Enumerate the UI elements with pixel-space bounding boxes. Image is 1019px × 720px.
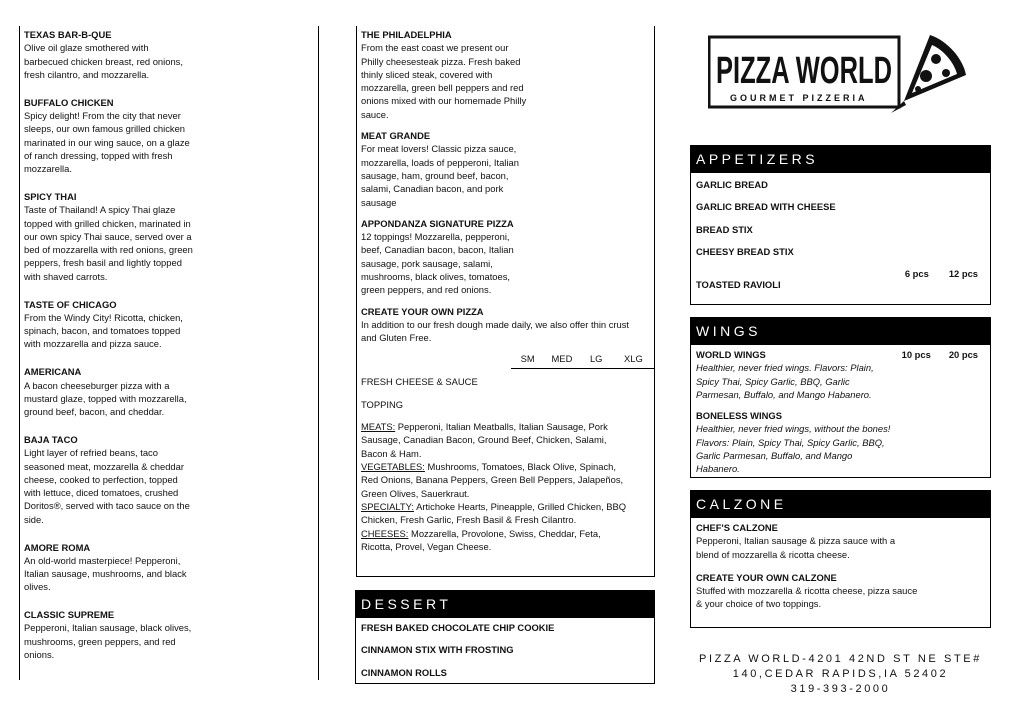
menu-item-desc-line: topped with grilled chicken, marinated in (24, 217, 191, 229)
topping-group-text: Mushrooms, Tomatoes, Black Olive, Spinach, (424, 461, 616, 473)
menu-item-desc-line: Philly cheesesteak pizza. Fresh baked (361, 55, 521, 67)
menu-item (361, 217, 541, 297)
topping-group-text: Bacon & Ham. (361, 447, 422, 459)
menu-item-desc-line: our own spicy Thai sauce, served over a (24, 230, 192, 242)
menu-item-desc-line: green peppers, and red onions. (361, 284, 492, 296)
wing-item-desc-line: Flavors: Plain, Spicy Thai, Spicy Garlic, BBQ, (696, 436, 885, 448)
appetizers-section (690, 145, 991, 305)
topping-group (361, 500, 648, 527)
menu-item-desc-line: Pepperoni, Italian sausage, black olives, (24, 622, 192, 634)
wings-section (690, 317, 991, 478)
size-label-20pcs: 20 pcs (948, 349, 978, 360)
menu-item-desc-line: onions. (24, 649, 55, 661)
menu-item-desc-line: seasoned meat, mozzarella & cheddar (24, 460, 184, 472)
menu-item-title: BUFFALO CHICKEN (24, 96, 114, 108)
topping-group (361, 527, 648, 554)
menu-item-desc-line: 12 toppings! Mozzarella, pepperoni, (361, 231, 510, 243)
topping-group-label: VEGETABLES: (361, 461, 425, 473)
calzone-section (690, 490, 991, 628)
appetizer-item: GARLIC BREAD (696, 179, 768, 190)
calzone-item (696, 521, 984, 561)
menu-item-desc-line: mustard glaze, topped with mozzarella, (24, 392, 187, 404)
logo-name: PIZZA WORLD (716, 50, 892, 92)
topping-group-text: Red Onions, Banana Peppers, Green Bell Peppers, Jalapeños, (361, 474, 624, 486)
wing-item-desc-line: Spicy Thai, Spicy Garlic, BBQ, Garlic (696, 375, 850, 387)
menu-item-desc-line: peppers, fresh basil and lightly topped (24, 257, 182, 269)
size-med: MED (551, 353, 573, 365)
create-pizza-line-1: In addition to our fresh dough made daily, we also offer thin crust (361, 318, 630, 330)
wing-item-desc-line: Garlic Parmesan, Buffalo, and Mango (696, 450, 853, 462)
topping-group-text: Artichoke Hearts, Pineapple, Grilled Chicken, BBQ (413, 500, 627, 512)
footer-line-1: PIZZA WORLD-4201 42ND ST NE STE# (699, 653, 982, 665)
menu-item-title: SPICY THAI (24, 190, 77, 202)
menu-item-desc-line: ground beef, bacon, and cheddar. (24, 406, 165, 418)
menu-item-desc-line: sleeps, our own famous grilled chicken (24, 123, 186, 135)
menu-item-title: CLASSIC SUPREME (24, 609, 115, 621)
topping-group-label: MEATS: (361, 421, 396, 433)
topping-row: TOPPING (361, 398, 404, 410)
topping-group-line (361, 527, 648, 540)
topping-group-line (361, 460, 648, 473)
menu-item-desc-line: sausage, pork sausage, salami, (361, 257, 493, 269)
menu-item-desc-line: barbecued chicken breast, red onions, (24, 55, 183, 67)
topping-group-line (361, 473, 648, 486)
create-your-own-pizza (361, 305, 648, 553)
topping-group-line (361, 500, 648, 513)
size-xlg: XLG (624, 353, 643, 365)
size-lg: LG (589, 353, 603, 365)
footer-address (690, 652, 991, 697)
calzone-item-title: CREATE YOUR OWN CALZONE (696, 571, 837, 583)
menu-item (24, 433, 209, 526)
menu-item-desc-line: For meat lovers! Classic pizza sauce, (361, 143, 517, 155)
menu-item-desc-line: Italian sausage, mushrooms, and black (24, 568, 187, 580)
size-sm: SM (520, 353, 535, 365)
size-header-row (511, 353, 654, 369)
footer-line-2: 140,CEDAR RAPIDS,IA 52402 (732, 668, 949, 680)
appetizer-item: BREAD STIX (696, 223, 753, 235)
appetizers-heading: APPETIZERS (691, 146, 990, 173)
menu-item-desc-line: Spicy delight! From the city that never (24, 109, 181, 121)
wing-item-desc-line: Parmesan, Buffalo, and Mango Habanero. (696, 388, 872, 400)
create-pizza-line-2: and Gluten Free. (361, 332, 432, 344)
menu-item-title: BAJA TACO (24, 433, 78, 445)
menu-item-desc-line: fresh cilantro, and mozzarella. (24, 68, 150, 80)
menu-item-desc-line: Taste of Thailand! A spicy Thai glaze (24, 204, 176, 216)
topping-group-line (361, 513, 648, 526)
menu-item-desc-line: with lettuce, diced tomatoes, crushed (24, 487, 179, 499)
appetizer-item: GARLIC BREAD WITH CHEESE (696, 201, 836, 213)
size-label-10pcs: 10 pcs (901, 349, 931, 360)
wing-item-title: BONELESS WINGS (696, 410, 782, 422)
calzone-item-desc-line: Stuffed with mozzarella & ricotta cheese, pizza sauce (696, 585, 918, 597)
menu-item-desc-line: Olive oil glaze smothered with (24, 42, 149, 54)
menu-item (24, 298, 209, 351)
wings-items (691, 345, 990, 488)
topping-group-line (361, 433, 648, 446)
menu-item-desc-line: sausage (361, 196, 397, 208)
menu-item-desc-line: olives. (24, 581, 51, 593)
menu-item-desc-line: thinly sliced steak, covered with (361, 68, 493, 80)
calzone-item-desc-line: Pepperoni, Italian sausage & pizza sauce with a (696, 535, 896, 547)
menu-item-desc-line: cheese, cooked to perfection, topped (24, 473, 178, 485)
dessert-item: FRESH BAKED CHOCOLATE CHIP COOKIE (361, 622, 555, 633)
dessert-item: CINNAMON ROLLS (361, 666, 447, 678)
size-label-12pcs: 12 pcs (948, 268, 978, 280)
calzone-items (691, 518, 990, 625)
topping-group-label: CHEESES: (361, 527, 409, 539)
menu-item-desc-line: mozzarella, green bell peppers and red (361, 82, 524, 94)
topping-group-text: Chicken, Fresh Garlic, Fresh Basil & Fresh Cilantro. (361, 514, 577, 526)
menu-item-desc-line: beef, Canadian bacon, bacon, Italian (361, 244, 514, 256)
topping-group (361, 460, 648, 500)
topping-group-line (361, 540, 648, 553)
menu-item-desc-line: mushrooms, green peppers, and red (24, 635, 176, 647)
fresh-cheese-sauce-row: FRESH CHEESE & SAUCE (361, 375, 478, 387)
menu-item-title: APPONDANZA SIGNATURE PIZZA (361, 217, 514, 229)
wing-item-title: WORLD WINGS (696, 349, 766, 360)
menu-item-desc-line: Light layer of refried beans, taco (24, 447, 158, 459)
menu-item-title: TEXAS BAR-B-QUE (24, 29, 112, 40)
left-menu-column (24, 28, 209, 676)
topping-group-text: Sausage, Canadian Bacon, Ground Beef, Chicken, Salami, (361, 434, 607, 446)
calzone-item-title: CHEF'S CALZONE (696, 522, 778, 533)
menu-item-desc-line: bed of mozzarella with red onions, green (24, 244, 193, 256)
topping-group-line (361, 447, 648, 460)
menu-item-title: THE PHILADELPHIA (361, 29, 452, 40)
middle-menu-column (356, 26, 655, 577)
topping-group-label: SPECIALTY: (361, 500, 414, 512)
appetizer-item: CHEESY BREAD STIX (696, 245, 794, 257)
menu-item (24, 541, 209, 594)
menu-item-title: TASTE OF CHICAGO (24, 298, 117, 310)
left-border-line (19, 26, 20, 680)
menu-item-desc-line: with mozzarella and pizza sauce. (24, 338, 162, 350)
menu-item-title: MEAT GRANDE (361, 130, 431, 142)
menu-item (24, 190, 209, 283)
menu-item-desc-line: with shaved carrots. (24, 270, 108, 282)
topping-group-line (361, 420, 648, 433)
wings-size-labels (902, 348, 978, 361)
menu-item-desc-line: mozzarella. (24, 163, 72, 175)
wing-item-desc-line: Healthier, never fried wings, without the bones! (696, 423, 891, 435)
menu-item (24, 96, 209, 176)
topping-group-text: Ricotta, Provel, Vegan Cheese. (361, 540, 492, 552)
calzone-item (696, 571, 984, 611)
menu-item-desc-line: side. (24, 513, 44, 525)
menu-item-desc-line: mozzarella, loads of pepperoni, Italian (361, 156, 519, 168)
calzone-heading: CALZONE (691, 491, 990, 518)
menu-item-desc-line: A bacon cheeseburger pizza with a (24, 379, 170, 391)
wing-item-desc-line: Healthier, never fried wings. Flavors: Plain, (696, 362, 874, 374)
menu-item-desc-line: salami, Canadian bacon, and pork (361, 183, 504, 195)
menu-item-desc-line: From the east coast we present our (361, 42, 509, 54)
menu-item (24, 365, 209, 418)
topping-group-line (361, 487, 648, 500)
dessert-item: CINNAMON STIX WITH FROSTING (361, 644, 514, 656)
menu-item (24, 608, 209, 661)
dessert-items (356, 618, 654, 683)
menu-item-title: AMORE ROMA (24, 541, 91, 553)
menu-item-desc-line: onions mixed with our homemade Philly (361, 95, 527, 107)
topping-group-text: Green Olives, Sauerkraut. (361, 487, 470, 499)
calzone-item-desc-line: blend of mozzarella & ricotta cheese. (696, 548, 850, 560)
topping-group (361, 420, 648, 460)
wings-heading: WINGS (691, 318, 990, 345)
menu-item-desc-line: sausage, ham, ground beef, bacon, (361, 169, 509, 181)
column-divider-line (318, 26, 319, 680)
topping-group-text: Mozzarella, Provolone, Swiss, Cheddar, Feta, (408, 527, 601, 539)
menu-item (24, 28, 209, 81)
menu-item-desc-line: From the Windy City! Ricotta, chicken, (24, 311, 183, 323)
menu-item-desc-line: mushrooms, black olives, tomatoes, (361, 271, 511, 283)
menu-item (361, 28, 541, 121)
topping-group-text: Pepperoni, Italian Meatballs, Italian Sausage, Pork (395, 421, 608, 433)
dessert-heading: DESSERT (356, 591, 654, 618)
wing-item-desc-line: Habanero. (696, 463, 740, 475)
pizza-world-logo (708, 31, 970, 115)
menu-item-title: AMERICANA (24, 366, 82, 378)
menu-item (361, 129, 541, 209)
appetizers-items (691, 173, 990, 296)
menu-item-desc-line: of ranch dressing, topped with fresh (24, 149, 173, 161)
calzone-item-desc-line: & your choice of two toppings. (696, 598, 822, 610)
menu-item-desc-line: marinated in our wing sauce, on a glaze (24, 136, 190, 148)
logo-tagline: GOURMET PIZZERIA (730, 93, 868, 103)
pizza-slice-icon (891, 35, 966, 113)
create-pizza-title: CREATE YOUR OWN PIZZA (361, 305, 484, 317)
dessert-section (355, 590, 655, 684)
menu-item-desc-line: sauce. (361, 108, 389, 120)
wing-item (696, 409, 984, 475)
menu-item-desc-line: spinach, bacon, and tomatoes topped (24, 325, 181, 337)
menu-item-desc-line: An old-world masterpiece! Pepperoni, (24, 554, 181, 566)
size-label-6pcs: 6 pcs (904, 268, 929, 280)
footer-line-3: 319-393-2000 (790, 683, 891, 695)
appetizer-item: TOASTED RAVIOLI (696, 279, 781, 291)
menu-item-desc-line: Doritos®, served with taco sauce on the (24, 500, 190, 512)
